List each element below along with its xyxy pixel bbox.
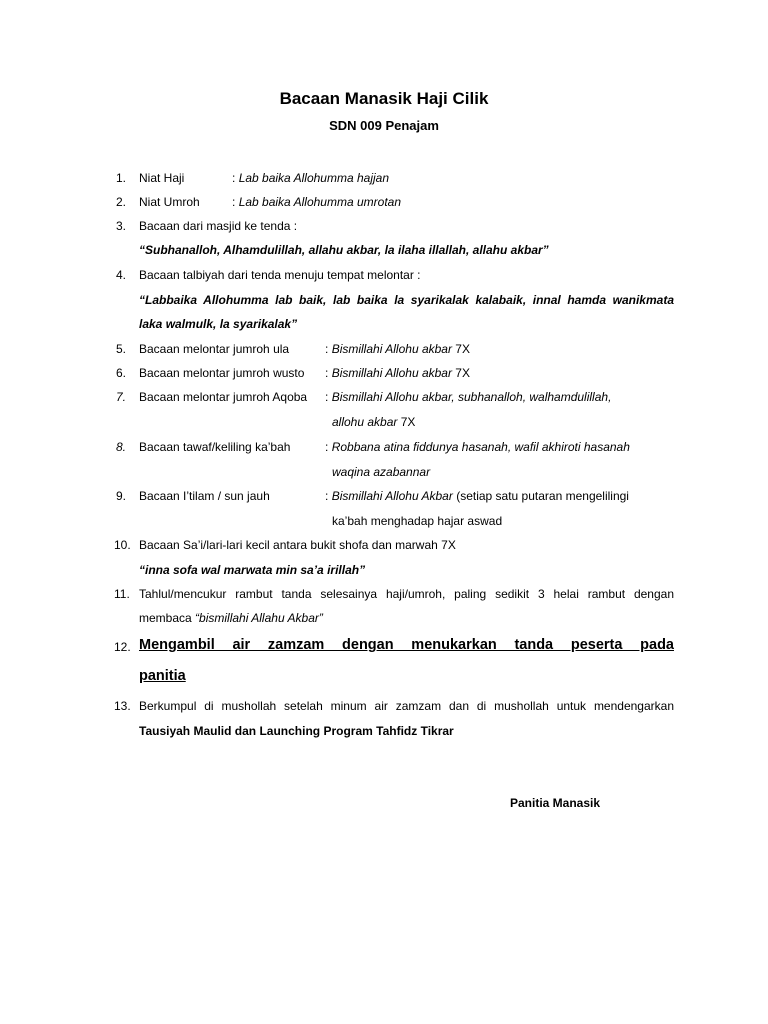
- item-number: 5.: [116, 342, 127, 356]
- item-quote-line1: “Labbaika Allohumma lab baik, lab baika la syarikalak kalabaik, innal hamda wanikmata: [139, 293, 674, 307]
- item-text-prefix: membaca: [139, 611, 196, 625]
- item-text-continued: waqina azabannar: [332, 465, 431, 479]
- item-number: 11.: [114, 587, 130, 601]
- item-line: [325, 390, 611, 404]
- item-text: Bismillahi Allohu akbar: [331, 366, 452, 380]
- item-text-emphasis: Mengambil air zamzam dengan menukarkan tanda peserta pada: [139, 637, 674, 653]
- item-separator: :: [325, 390, 329, 404]
- item-text: Robbana atina fiddunya hasanah, wafil akhiroti hasanah: [331, 440, 630, 454]
- item-label: Bacaan talbiyah dari tenda menuju tempat melontar :: [139, 268, 421, 282]
- item-label: Bacaan melontar jumroh wusto: [139, 366, 305, 380]
- item-text: Tahlul/mencukur rambut tanda selesainya haji/umroh, paling sedikit 3 helai rambut dengan: [139, 587, 674, 601]
- item-line-2: [332, 415, 415, 429]
- item-line: [325, 366, 470, 380]
- item-text-continued: ka’bah menghadap hajar aswad: [332, 514, 503, 528]
- item-line: [232, 171, 389, 185]
- item-number: 10.: [114, 538, 131, 552]
- item-number: 12.: [114, 640, 131, 654]
- item-label: Bacaan Sa’i/lari-lari kecil antara bukit shofa dan marwah 7X: [139, 538, 456, 552]
- item-number: 2.: [116, 195, 127, 209]
- document-title: Bacaan Manasik Haji Cilik: [279, 89, 489, 108]
- item-suffix: 7X: [451, 342, 470, 356]
- item-quote: “bismillahi Allahu Akbar”: [195, 611, 323, 625]
- item-line: [325, 342, 470, 356]
- item-label: Bacaan I’tilam / sun jauh: [139, 489, 270, 503]
- item-text: Bismillahi Allohu Akbar: [331, 489, 453, 503]
- document-subtitle: SDN 009 Penajam: [329, 118, 439, 133]
- item-label: Niat Haji: [139, 171, 185, 185]
- item-number: 13.: [114, 699, 131, 713]
- item-separator: :: [232, 195, 236, 209]
- item-suffix: 7X: [451, 366, 470, 380]
- item-number: 3.: [116, 219, 127, 233]
- item-line: [325, 440, 630, 454]
- item-text-emphasis-continued: panitia: [139, 668, 186, 684]
- item-text-continued: Tausiyah Maulid dan Launching Program Tahfidz Tikrar: [139, 724, 454, 738]
- item-text: Lab baika Allohumma hajjan: [238, 171, 390, 185]
- item-number: 9.: [116, 489, 127, 503]
- item-line-2: [139, 611, 323, 625]
- item-text: Bismillahi Allohu akbar: [331, 342, 452, 356]
- item-separator: :: [325, 489, 329, 503]
- item-quote: “Subhanalloh, Alhamdulillah, allahu akbar, la ilaha illallah, allahu akbar”: [139, 243, 549, 257]
- item-number: 1.: [116, 171, 127, 185]
- item-label: Bacaan melontar jumroh ula: [139, 342, 290, 356]
- signature-label: Panitia Manasik: [510, 796, 601, 810]
- item-text: Lab baika Allohumma umrotan: [238, 195, 401, 209]
- item-label: Bacaan tawaf/keliling ka’bah: [139, 440, 291, 454]
- item-line: [325, 489, 629, 503]
- item-separator: :: [232, 171, 236, 185]
- item-label: Bacaan dari masjid ke tenda :: [139, 219, 298, 233]
- item-separator: :: [325, 342, 329, 356]
- item-suffix: (setiap satu putaran mengelilingi: [452, 489, 629, 503]
- item-number: 8.: [116, 440, 127, 454]
- item-suffix: 7X: [397, 415, 416, 429]
- item-label: Niat Umroh: [139, 195, 200, 209]
- item-separator: :: [325, 440, 329, 454]
- item-number: 4.: [116, 268, 127, 282]
- item-line: [232, 195, 401, 209]
- item-number: 7.: [116, 390, 127, 404]
- item-text: Berkumpul di mushollah setelah minum air zamzam dan di mushollah untuk mendengarkan: [139, 699, 674, 713]
- item-quote-line2: laka walmulk, la syarikalak”: [139, 317, 298, 331]
- item-separator: :: [325, 366, 329, 380]
- item-number: 6.: [116, 366, 127, 380]
- item-text: Bismillahi Allohu akbar, subhanalloh, walhamdulillah,: [331, 390, 612, 404]
- item-label: Bacaan melontar jumroh Aqoba: [139, 390, 308, 404]
- item-text-continued: allohu akbar: [332, 415, 398, 429]
- item-quote: “inna sofa wal marwata min sa’a irillah”: [139, 563, 366, 577]
